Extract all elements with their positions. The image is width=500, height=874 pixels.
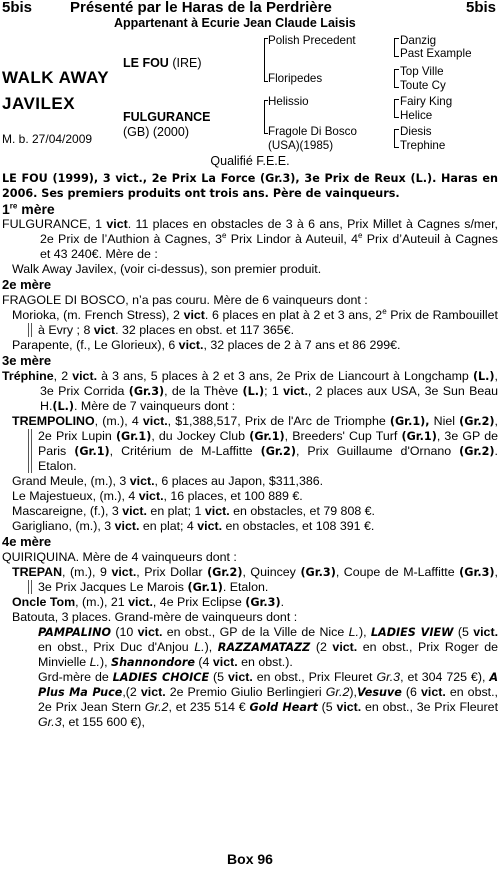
horse-name-line2: JAVILEX bbox=[2, 94, 76, 113]
fourth-dam-produce-batouta: Batouta, 3 places. Grand-mère de vainqueurs dont : bbox=[12, 610, 298, 624]
second-dam-produce-parapente: Parapente, (f., Le Glorieux), 6 vict., 32 places de 2 à 7 ans et 86 299€. bbox=[12, 338, 401, 352]
section-title-2nd-dam: 2e mère bbox=[2, 277, 52, 292]
pedigree-dam: FULGURANCE bbox=[123, 110, 211, 124]
second-dam-produce-morioka: Morioka, (m. French Stress), 2 vict. 6 places en plat à 2 et 3 ans, 2e Prix de Rambouillet à Evry ; 8 vict. 32 places en obst. et 117 365€. bbox=[12, 306, 498, 337]
pedigree-sds: Top Ville bbox=[400, 65, 444, 78]
pedigree-dd-origin: (USA)(1985) bbox=[268, 139, 334, 152]
pedigree-sss: Danzig bbox=[400, 34, 437, 47]
page-title: Présenté par le Haras de la Perdrière bbox=[70, 0, 332, 16]
third-dam-produce-mascareigne: Mascareigne, (f.), 3 vict. en plat; 1 vict. en obstacles, et 79 808 €. bbox=[12, 504, 376, 518]
pedigree-dsd: Helice bbox=[400, 109, 433, 122]
horse-details: M. b. 27/04/2009 bbox=[2, 132, 93, 146]
fourth-dam-great-grandchildren: Grd-mère de LADIES CHOICE (5 vict. en obst., Prix Fleuret Gr.3, et 304 725 €), A Plus Ma Puce,(2 vict. 2e Premio Giulio Berlingieri Gr.2),Vesuve (6 vict. en obst., 2e Prix Jean Stern Gr.2, et 235 514 € Gold Heart (5 vict. en obst., 3e Prix Fleuret Gr.3, et 155 600 €), bbox=[38, 670, 499, 729]
sire-note: LE FOU (1999), 3 vict., 2e Prix La Force (Gr.3), 3e Prix de Reux (L.). Haras en 2006. Ses premiers produits ont trois ans. Père de vainqueurs. bbox=[2, 172, 498, 200]
pedigree-sire: LE FOU (IRE) bbox=[123, 56, 202, 70]
pedigree-ss: Polish Precedent bbox=[268, 34, 356, 47]
third-dam-produce-garigliano: Garigliano, (m.), 3 vict. en plat; 4 vict. en obstacles, et 108 391 €. bbox=[12, 519, 375, 533]
pedigree-ds: Helissio bbox=[268, 95, 309, 108]
second-dam-paragraph: FRAGOLE DI BOSCO, n’a pas couru. Mère de 6 vainqueurs dont : bbox=[2, 293, 368, 307]
pedigree-dds: Diesis bbox=[400, 125, 432, 138]
fourth-dam-grandchildren: PAMPALINO (10 vict. en obst., GP de la Ville de Nice L.), LADIES VIEW (5 vict. en obst., Prix Duc d'Anjou L.), RAZZAMATAZZ (2 vict. en obst., Prix Roger de Minvielle L.), Shannondore (4 vict. en obst.). bbox=[38, 625, 499, 669]
pedigree-dss: Fairy King bbox=[400, 95, 453, 108]
footer-box-number: Box 96 bbox=[227, 851, 273, 867]
pedigree-dam-origin: (GB) (2000) bbox=[123, 125, 189, 139]
fourth-dam-produce-oncle-tom: Oncle Tom, (m.), 21 vict., 4e Prix Eclipse (Gr.3). bbox=[12, 595, 285, 609]
lot-number: 5bis bbox=[2, 0, 33, 16]
pedigree-ssd: Past Example bbox=[400, 47, 472, 60]
section-title-1st-dam: 1re mère bbox=[2, 201, 55, 217]
third-dam-produce-trempolino: TREMPOLINO, (m.), 4 vict., $1,388,517, Prix de l'Arc de Triomphe (Gr.1), Niel (Gr.2), 2e Prix Lupin (Gr.1), du Jockey Club (Gr.1), Breeders' Cup Turf (Gr.1), 3e GP de Paris (Gr.1), Critérium de M-Laffitte (Gr.2), Prix Guillaume d'Ornano (Gr.2). Etalon. bbox=[12, 414, 499, 473]
section-title-4th-dam: 4e mère bbox=[2, 534, 52, 549]
pedigree-dd: Fragole Di Bosco bbox=[268, 125, 357, 138]
lot-number-right: 5bis bbox=[465, 0, 496, 16]
qualification: Qualifié F.E.E. bbox=[210, 154, 290, 168]
first-dam-paragraph: FULGURANCE, 1 vict. 11 places en obstacles de 3 à 6 ans, Prix Millet à Cagnes s/mer, 2e Prix de l’Authion à Cagnes, 3e Prix Lindor à Auteuil, 4e Prix d’Auteuil à Cagnes et 43 240€. Mère de : bbox=[2, 217, 498, 261]
pedigree-sdd: Toute Cy bbox=[400, 79, 446, 92]
third-dam-produce-grand-meule: Grand Meule, (m.), 3 vict., 6 places au Japon, $311,386. bbox=[12, 474, 324, 488]
fourth-dam-paragraph: QUIRIQUINA. Mère de 4 vainqueurs dont : bbox=[2, 550, 237, 564]
third-dam-paragraph: Tréphine, 2 vict. à 3 ans, 5 places à 2 et 3 ans, 2e Prix de Liancourt à Longchamp (L.), 3e Prix Corrida (Gr.3), de la Thève (L.); 1 vict., 2 places aux USA, 3e Sun Beau H.(L.). Mère de 7 vainqueurs dont : bbox=[2, 369, 499, 413]
third-dam-produce-le-majestueux: Le Majestueux, (m.), 4 vict., 16 places, et 100 889 €. bbox=[12, 489, 303, 503]
fourth-dam-produce-trepan: TREPAN, (m.), 9 vict., Prix Dollar (Gr.2), Quincey (Gr.3), Coupe de M-Laffitte (Gr.3), 3e Prix Jacques Le Marois (Gr.1). Etalon. bbox=[12, 565, 498, 594]
owner-line: Appartenant à Ecurie Jean Claude Laisis bbox=[114, 16, 356, 30]
catalogue-body bbox=[2, 171, 498, 730]
pedigree-sd: Floripedes bbox=[268, 72, 323, 85]
first-dam-produce: Walk Away Javilex, (voir ci-dessus), son premier produit. bbox=[12, 262, 322, 276]
pedigree-ddd: Trephine bbox=[400, 139, 446, 152]
horse-name-line1: WALK AWAY bbox=[2, 68, 110, 87]
section-title-3rd-dam: 3e mère bbox=[2, 353, 52, 368]
